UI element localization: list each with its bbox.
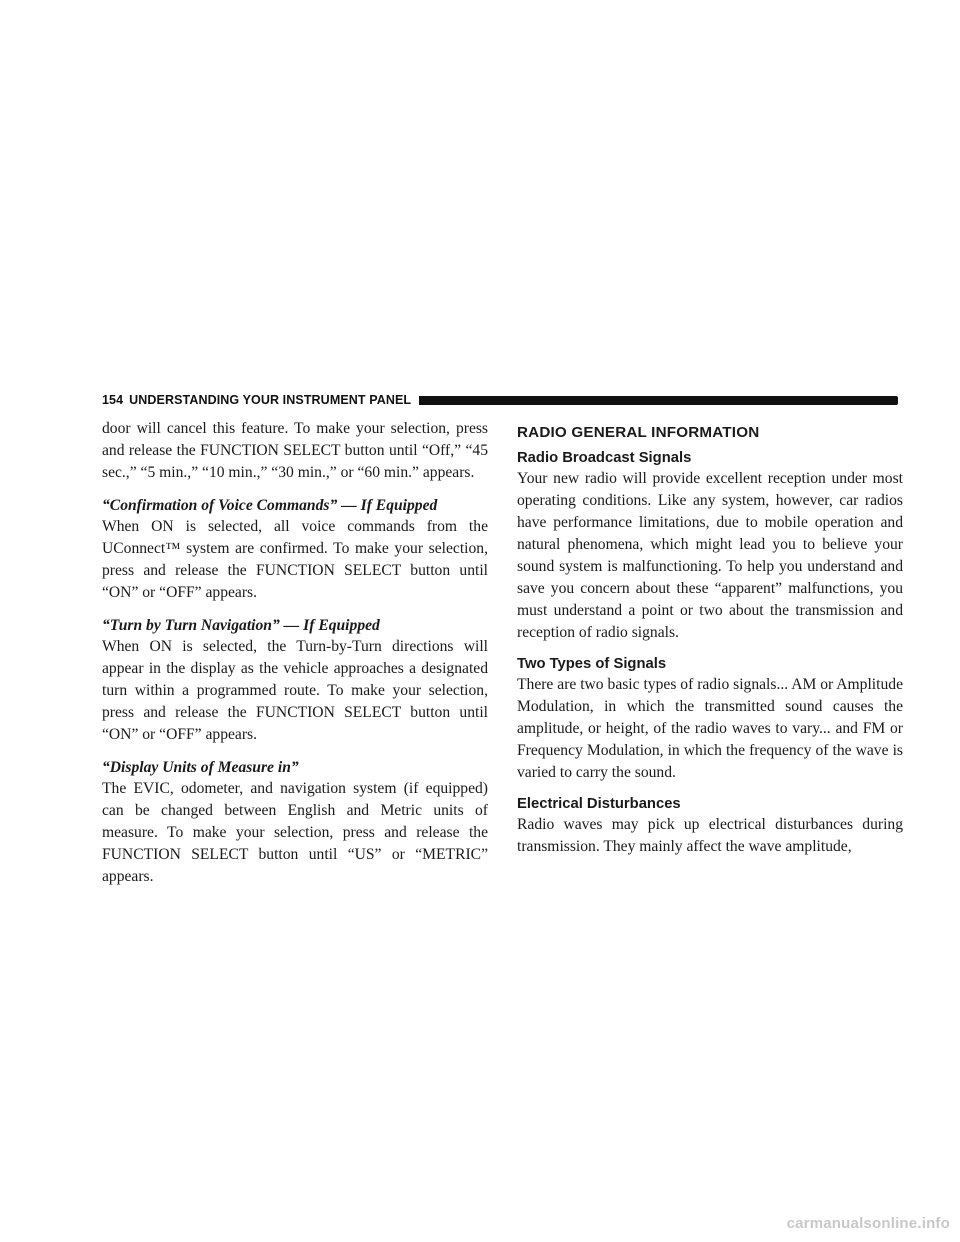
page-header — [102, 390, 898, 410]
running-section-title: UNDERSTANDING YOUR INSTRUMENT PANEL — [129, 393, 412, 407]
watermark-text: carmanualsonline.info — [786, 1215, 950, 1232]
heading-display-units: “Display Units of Measure in” — [102, 759, 299, 776]
right-column — [517, 418, 903, 858]
paragraph-radio-broadcast-signals: Your new radio will provide excellent reception under most operating conditions. Like any system, however, car radios have performance limitations, due to mobile operation and natural phenomena, which might lead you to believe your sound system is malfunctioning. To help you understand and save you concern about these “apparent” malfunctions, you must understand a point or two about the transmission and reception of radio signals. — [517, 470, 903, 641]
paragraph-confirmation-voice-commands: When ON is selected, all voice commands from the UConnect™ system are confirmed. To make your selection, press and release the FUNCTION SELECT button until “ON” or “OFF” appears. — [102, 518, 488, 601]
left-column — [102, 418, 488, 888]
intro-paragraph: door will cancel this feature. To make your selection, press and release the FUNCTION SELECT button until “Off,” “45 sec.,” “5 min.,” “10 min.,” “30 min.,” or “60 min.” appears. — [102, 420, 488, 481]
paragraph-two-types-of-signals: There are two basic types of radio signals... AM or Amplitude Modulation, in which the transmitted sound causes the amplitude, or height, of the radio waves to vary... and FM or Frequency Modulation, in which the frequency of the wave is varied to carry the sound. — [517, 676, 903, 781]
heading-confirmation-voice-commands: “Confirmation of Voice Commands” — If Equipped — [102, 497, 438, 514]
header-rule-bar — [419, 396, 898, 405]
paragraph-display-units: The EVIC, odometer, and navigation system (if equipped) can be changed between English and Metric units of measure. To make your selection, press and release the FUNCTION SELECT button until “US” or “METRIC” appears. — [102, 780, 488, 885]
paragraph-turn-by-turn-navigation: When ON is selected, the Turn-by-Turn directions will appear in the display as the vehicle approaches a designated turn within a programmed route. To make your selection, press and release the FUNCTION SELECT button until “ON” or “OFF” appears. — [102, 638, 488, 743]
heading-two-types-of-signals: Two Types of Signals — [517, 656, 667, 672]
heading-electrical-disturbances: Electrical Disturbances — [517, 796, 681, 812]
page-number: 154 — [102, 393, 124, 407]
paragraph-electrical-disturbances: Radio waves may pick up electrical disturbances during transmission. They mainly affect the wave amplitude, — [517, 816, 903, 855]
heading-turn-by-turn-navigation: “Turn by Turn Navigation” — If Equipped — [102, 617, 380, 634]
heading-radio-general-information: RADIO GENERAL INFORMATION — [517, 424, 760, 441]
heading-radio-broadcast-signals: Radio Broadcast Signals — [517, 450, 692, 466]
